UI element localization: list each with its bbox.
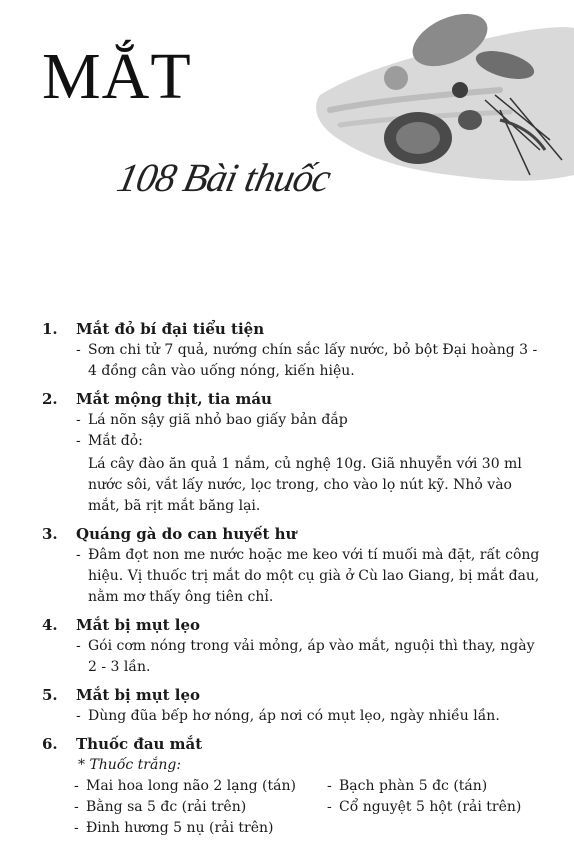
ingredient-text: Bạch phàn 5 đc (tán)	[339, 778, 488, 794]
ingredient-item	[74, 818, 327, 839]
bullet-dash: -	[327, 778, 332, 794]
bullet-dash: -	[76, 708, 81, 724]
page-title: MẮT	[42, 40, 192, 113]
ingredient-text: Cổ nguyệt 5 hột (rải trên)	[339, 799, 522, 815]
ingredient-text: Đinh hương 5 nụ (rải trên)	[86, 820, 274, 836]
ingredient-column-right	[327, 776, 542, 839]
section-number: 1.	[42, 320, 58, 338]
ingredient-item	[74, 797, 327, 818]
remedy-item	[42, 636, 542, 678]
bullet-dash: -	[327, 799, 332, 815]
section-heading	[42, 523, 542, 545]
remedy-item	[42, 431, 542, 452]
remedy-item	[42, 706, 542, 727]
ingredient-text: Bằng sa 5 đc (rải trên)	[86, 799, 247, 815]
section-heading	[42, 318, 542, 340]
remedy-section	[42, 388, 542, 517]
page-subtitle: 108 Bài thuốc	[113, 155, 335, 200]
section-number: 4.	[42, 616, 58, 634]
remedy-text: Sơn chi tử 7 quả, nướng chín sắc lấy nước, bỏ bột Đại hoàng 3 - 4 đồng cân vào uống nóng, kiến hiệu.	[88, 342, 538, 379]
bullet-dash: -	[74, 778, 79, 794]
ingredient-columns	[42, 776, 542, 839]
ingredient-item	[327, 776, 542, 797]
section-number: 5.	[42, 686, 58, 704]
section-title: Mắt bị mụt lẹo	[76, 686, 201, 704]
bullet-dash: -	[76, 638, 81, 654]
remedy-section	[42, 614, 542, 678]
remedy-section	[42, 318, 542, 382]
remedy-item	[42, 545, 542, 608]
bullet-dash: -	[76, 412, 81, 428]
remedy-text: Đâm đọt non me nước hoặc me keo với tí muối mà đặt, rất công hiệu. Vị thuốc trị mắt do một cụ già ở Cù lao Giang, bị mắt đau, nằm mơ thấy ông tiên chỉ.	[88, 547, 540, 605]
remedy-section	[42, 733, 542, 839]
bullet-dash: -	[76, 547, 81, 563]
bullet-dash: -	[74, 820, 79, 836]
bullet-dash: -	[74, 799, 79, 815]
remedy-paragraph: Lá cây đào ăn quả 1 nắm, củ nghệ 10g. Giã nhuyễn với 30 ml nước sôi, vắt lấy nước, lọc trong, cho vào lọ nút kỹ. Nhỏ vào mắt, bã rịt mắt băng lại.	[88, 456, 522, 514]
section-number: 6.	[42, 735, 58, 753]
ingredient-column-left	[74, 776, 327, 839]
bullet-dash: -	[76, 342, 81, 358]
remedy-text: Gói cơm nóng trong vải mỏng, áp vào mắt, nguội thì thay, ngày 2 - 3 lần.	[88, 638, 535, 675]
remedy-item	[42, 340, 542, 382]
section-title: Quáng gà do can huyết hư	[76, 525, 297, 543]
hand-herbs-illustration	[300, 0, 574, 230]
section-heading	[42, 733, 542, 755]
section-heading	[42, 684, 542, 706]
ingredient-item	[327, 797, 542, 818]
remedy-text: Dùng đũa bếp hơ nóng, áp nơi có mụt lẹo, ngày nhiều lần.	[88, 708, 500, 724]
remedy-section	[42, 684, 542, 727]
remedy-item	[42, 410, 542, 431]
section-title: Mắt mộng thịt, tia máu	[76, 390, 272, 408]
remedy-text: Mắt đỏ:	[88, 433, 143, 449]
section-heading	[42, 388, 542, 410]
section-number: 3.	[42, 525, 58, 543]
section-title: Mắt bị mụt lẹo	[76, 616, 201, 634]
section-title: Thuốc đau mắt	[76, 735, 203, 753]
remedy-list	[42, 318, 542, 845]
section-title: Mắt đỏ bí đại tiểu tiện	[76, 320, 265, 338]
ingredient-text: Mai hoa long não 2 lạng (tán)	[86, 778, 296, 794]
remedy-note: * Thuốc trắng:	[78, 757, 182, 773]
section-heading	[42, 614, 542, 636]
ingredient-item	[74, 776, 327, 797]
bullet-dash: -	[76, 433, 81, 449]
remedy-section	[42, 523, 542, 608]
remedy-text: Lá nõn sậy giã nhỏ bao giấy bản đắp	[88, 412, 348, 428]
section-number: 2.	[42, 390, 58, 408]
